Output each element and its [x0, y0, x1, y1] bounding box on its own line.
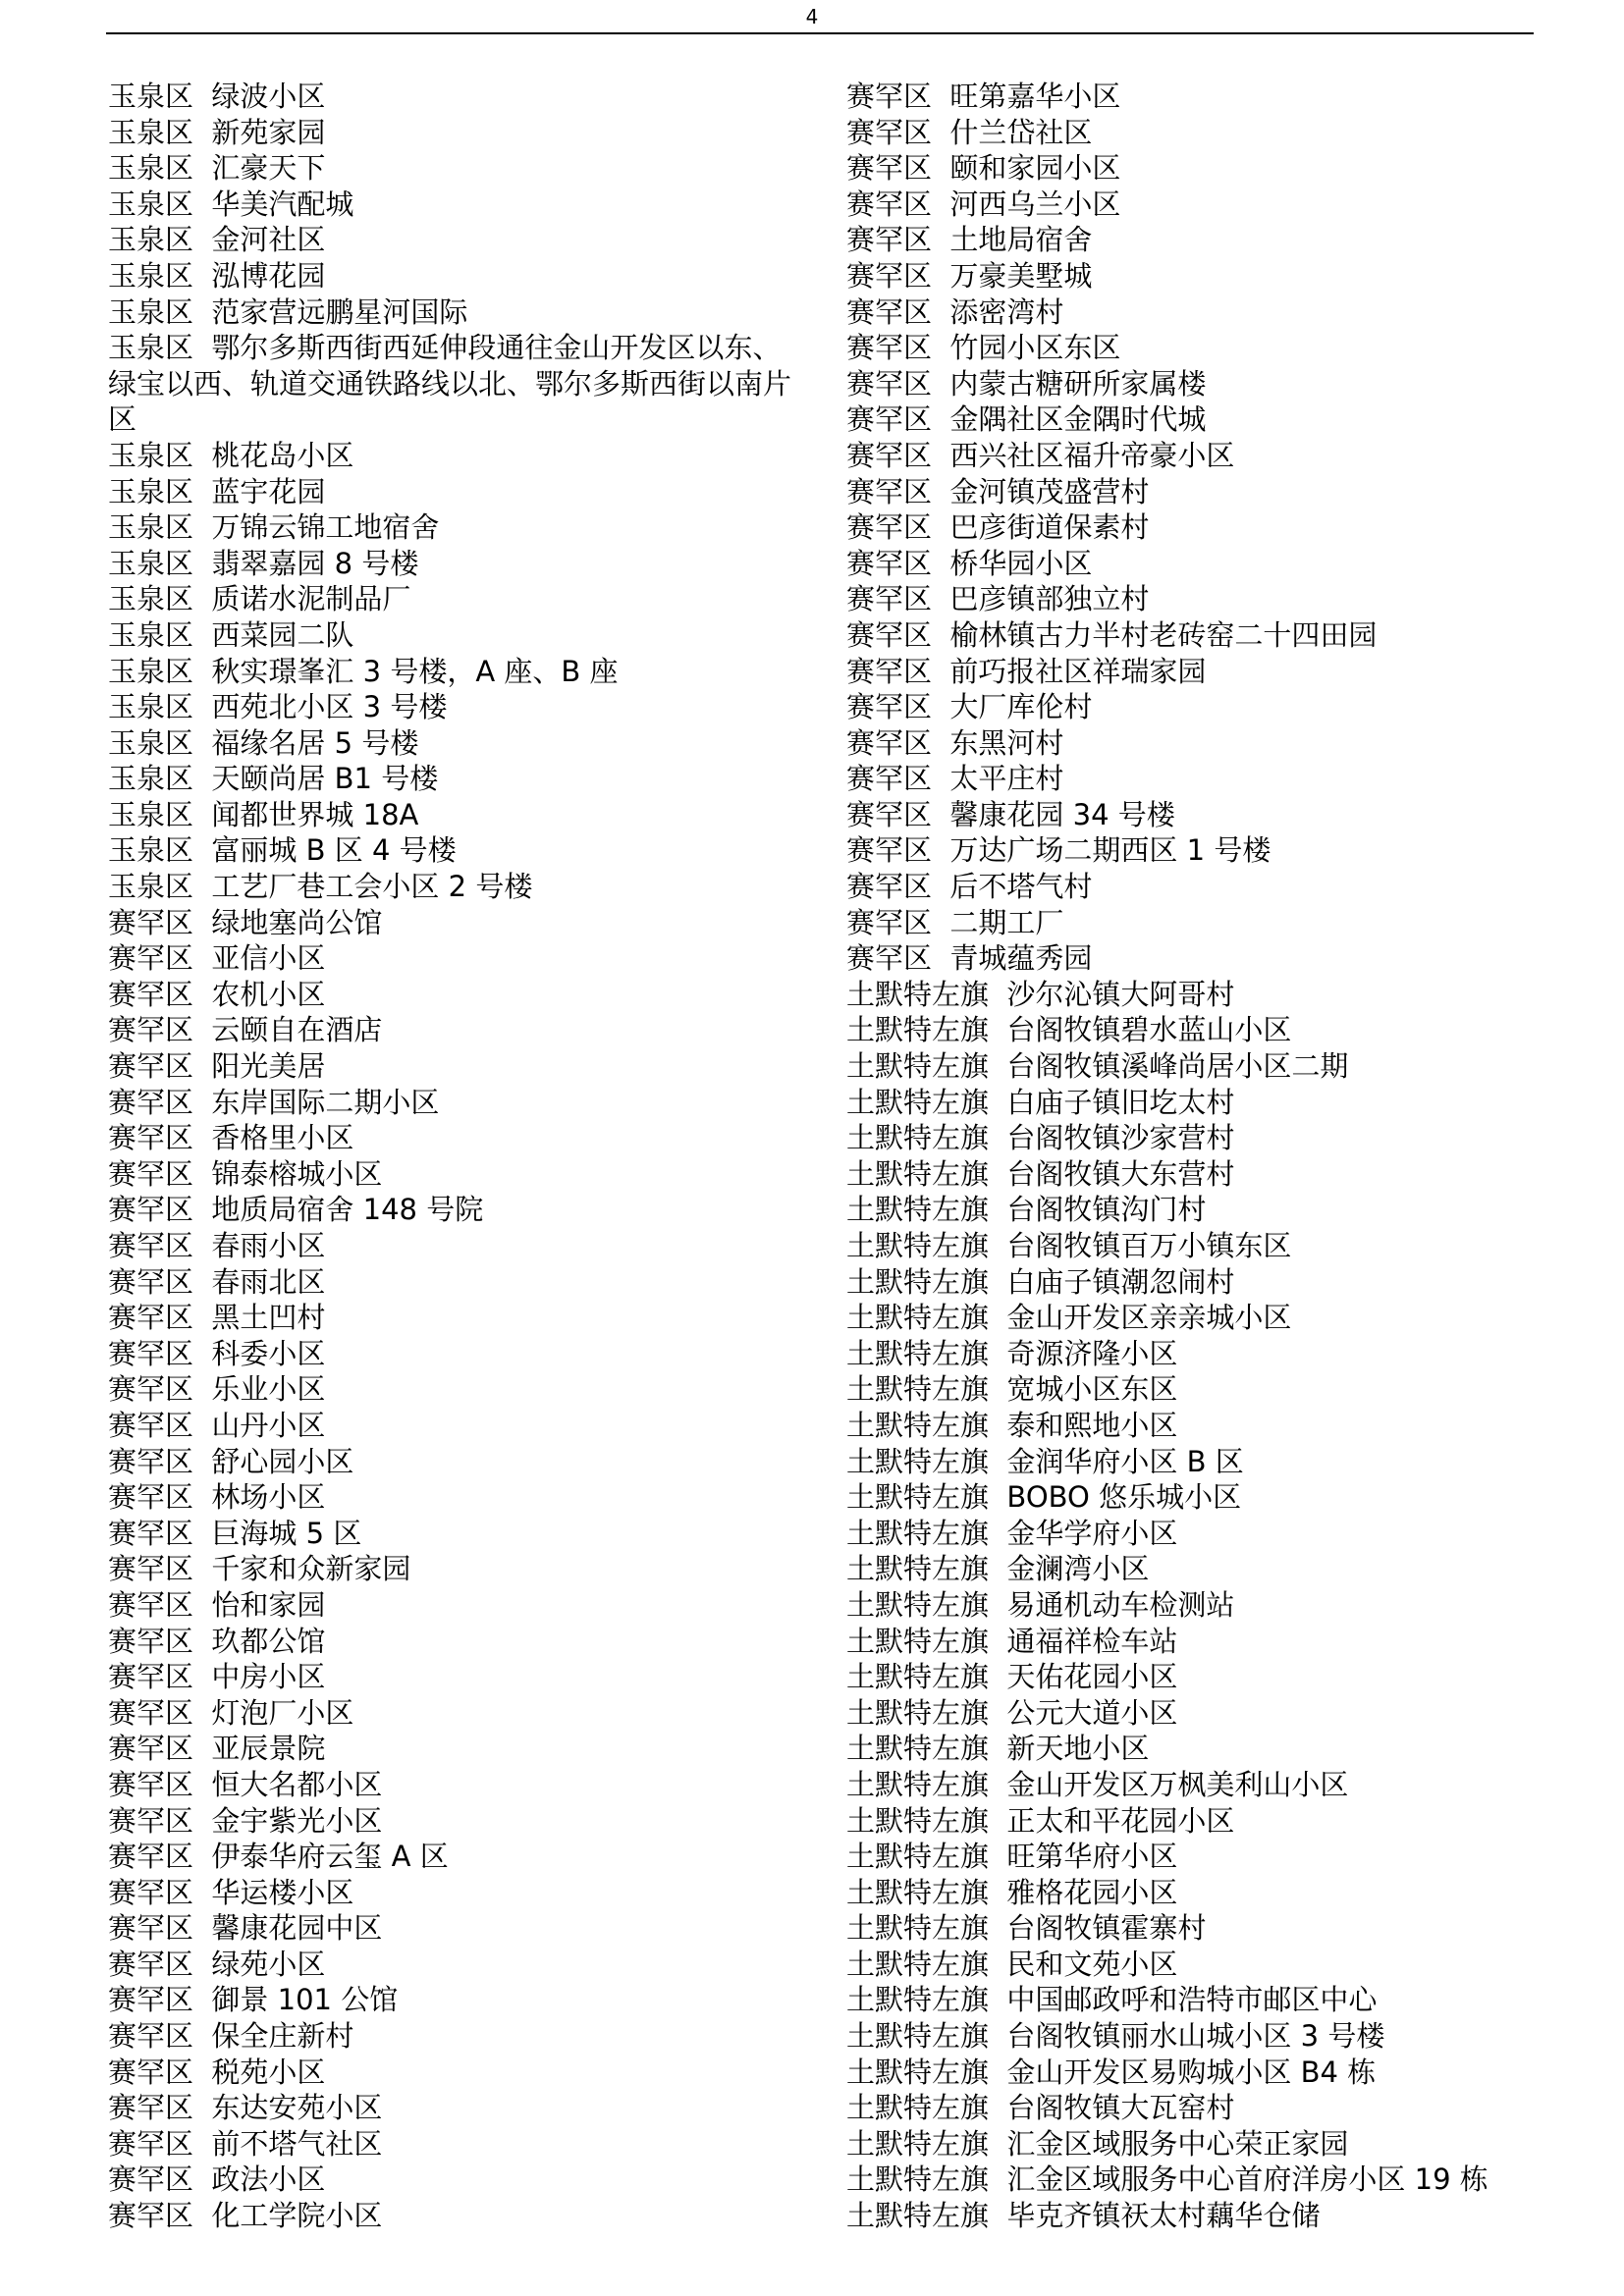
list-item: 赛罕区 金隅社区金隅时代城	[846, 402, 1207, 437]
list-item: 赛罕区 添密湾村	[846, 294, 1064, 329]
list-item: 土默特左旗 金山开发区亲亲城小区	[846, 1301, 1292, 1335]
list-item: 土默特左旗 金澜湾小区	[846, 1552, 1150, 1586]
list-item: 赛罕区 金河镇茂盛营村	[846, 474, 1150, 508]
list-item: 土默特左旗 台阁牧镇大东营村	[846, 1156, 1235, 1191]
list-item: 赛罕区 千家和众新家园	[108, 1552, 411, 1586]
list-item: 赛罕区 青城蕴秀园	[846, 941, 1093, 976]
list-item: 赛罕区 黑土凹村	[108, 1301, 326, 1335]
list-item: 土默特左旗 奇源济隆小区	[846, 1336, 1178, 1370]
list-item: 玉泉区 汇豪天下	[108, 151, 326, 186]
list-item: 土默特左旗 雅格花园小区	[846, 1875, 1178, 1909]
list-item: 赛罕区 内蒙古糖研所家属楼	[846, 366, 1207, 400]
list-item: 土默特左旗 新天地小区	[846, 1732, 1150, 1766]
list-item: 赛罕区 土地局宿舍	[846, 223, 1093, 257]
list-item: 赛罕区 灯泡厂小区	[108, 1695, 354, 1730]
list-item: 赛罕区 锦泰榕城小区	[108, 1156, 383, 1191]
list-item: 赛罕区 云颐自在酒店	[108, 1013, 383, 1047]
list-item: 玉泉区 泓博花园	[108, 258, 326, 293]
list-item: 赛罕区 旺第嘉华小区	[846, 80, 1121, 113]
list-item: 赛罕区 绿地塞尚公馆	[108, 905, 383, 939]
list-item: 土默特左旗 台阁牧镇碧水蓝山小区	[846, 1013, 1292, 1047]
list-item: 土默特左旗 泰和熙地小区	[846, 1408, 1178, 1442]
list-item: 土默特左旗 BOBO 悠乐城小区	[846, 1480, 1242, 1515]
list-item: 赛罕区 颐和家园小区	[846, 151, 1121, 186]
list-item: 赛罕区 桥华园小区	[846, 546, 1093, 580]
list-item: 赛罕区 巨海城 5 区	[108, 1516, 362, 1550]
left-column-list	[108, 79, 795, 2234]
list-item: 赛罕区 香格里小区	[108, 1121, 354, 1155]
list-item: 赛罕区 春雨小区	[108, 1229, 326, 1262]
list-item: 赛罕区 政法小区	[108, 2163, 326, 2197]
list-item: 玉泉区 华美汽配城	[108, 187, 354, 221]
list-item: 赛罕区 东黑河村	[846, 725, 1064, 760]
list-item: 赛罕区 巴彦镇部独立村	[846, 582, 1150, 616]
list-item: 土默特左旗 汇金区域服务中心首府洋房小区 19 栋	[846, 2163, 1489, 2197]
list-item: 玉泉区 鄂尔多斯西街西延伸段通往金山开发区以东、绿宝以西、轨道交通铁路线以北、鄂尔多斯西街以南片区	[108, 331, 792, 437]
list-item: 赛罕区 太平庄村	[846, 762, 1064, 796]
list-item: 土默特左旗 金山开发区易购城小区 B4 栋	[846, 2055, 1377, 2089]
list-item: 土默特左旗 台阁牧镇溪峰尚居小区二期	[846, 1049, 1349, 1084]
list-item: 土默特左旗 通福祥检车站	[846, 1624, 1178, 1658]
list-item: 玉泉区 工艺厂巷工会小区 2 号楼	[108, 870, 533, 904]
list-item: 赛罕区 怡和家园	[108, 1587, 326, 1622]
list-item: 赛罕区 大厂库伦村	[846, 690, 1093, 724]
list-item: 玉泉区 闻都世界城 18A	[108, 797, 419, 831]
list-item: 赛罕区 二期工厂	[846, 905, 1064, 939]
list-item: 赛罕区 保全庄新村	[108, 2019, 354, 2054]
list-item: 玉泉区 范家营远鹏星河国际	[108, 294, 468, 329]
list-item: 赛罕区 御景 101 公馆	[108, 1983, 399, 2017]
list-item: 土默特左旗 金山开发区万枫美利山小区	[846, 1767, 1349, 1801]
list-item: 赛罕区 东岸国际二期小区	[108, 1085, 440, 1119]
list-item: 土默特左旗 白庙子镇旧圪太村	[846, 1085, 1235, 1119]
list-item: 土默特左旗 金润华府小区 B 区	[846, 1444, 1244, 1478]
list-item: 赛罕区 林场小区	[108, 1480, 326, 1515]
list-item: 土默特左旗 中国邮政呼和浩特市邮区中心	[846, 1983, 1378, 2017]
list-item: 赛罕区 恒大名都小区	[108, 1767, 383, 1801]
list-item: 赛罕区 馨康花园 34 号楼	[846, 797, 1175, 831]
list-item: 赛罕区 科委小区	[108, 1336, 326, 1370]
list-item: 赛罕区 化工学院小区	[108, 2199, 383, 2233]
list-item: 土默特左旗 沙尔沁镇大阿哥村	[846, 977, 1235, 1011]
list-item: 土默特左旗 台阁牧镇百万小镇东区	[846, 1229, 1292, 1262]
list-item: 赛罕区 山丹小区	[108, 1408, 326, 1442]
list-item: 土默特左旗 正太和平花园小区	[846, 1803, 1235, 1838]
list-item: 赛罕区 万达广场二期西区 1 号楼	[846, 833, 1272, 868]
list-item: 赛罕区 阳光美居	[108, 1049, 326, 1084]
list-item: 土默特左旗 宽城小区东区	[846, 1372, 1178, 1407]
list-item: 赛罕区 竹园小区东区	[846, 331, 1121, 365]
list-item: 土默特左旗 台阁牧镇沙家营村	[846, 1121, 1235, 1155]
list-item: 赛罕区 榆林镇古力半村老砖窑二十四田园	[846, 617, 1378, 652]
list-item: 玉泉区 万锦云锦工地宿舍	[108, 510, 440, 545]
list-item: 赛罕区 万豪美墅城	[846, 258, 1093, 293]
list-item: 赛罕区 税苑小区	[108, 2055, 326, 2089]
list-item: 土默特左旗 天佑花园小区	[846, 1660, 1178, 1694]
list-item: 赛罕区 巴彦街道保素村	[846, 510, 1150, 545]
list-item: 土默特左旗 公元大道小区	[846, 1695, 1178, 1730]
list-item: 赛罕区 伊泰华府云玺 A 区	[108, 1840, 449, 1874]
list-item: 玉泉区 秋实璟峯汇 3 号楼，A 座、B 座	[108, 654, 619, 688]
list-item: 赛罕区 玖都公馆	[108, 1624, 326, 1658]
list-item: 玉泉区 绿波小区	[108, 80, 326, 113]
header-divider	[106, 32, 1534, 34]
list-item: 土默特左旗 台阁牧镇大瓦窑村	[846, 2091, 1235, 2125]
list-item: 赛罕区 金宇紫光小区	[108, 1803, 383, 1838]
list-item: 玉泉区 新苑家园	[108, 115, 326, 149]
list-item: 赛罕区 农机小区	[108, 977, 326, 1011]
list-item: 土默特左旗 台阁牧镇沟门村	[846, 1193, 1207, 1227]
list-item: 玉泉区 质诺水泥制品厂	[108, 582, 411, 616]
list-item: 玉泉区 天颐尚居 B1 号楼	[108, 762, 439, 796]
list-item: 土默特左旗 台阁牧镇霍寨村	[846, 1911, 1207, 1946]
list-item: 赛罕区 后不塔气村	[846, 870, 1093, 904]
list-item: 土默特左旗 台阁牧镇丽水山城小区 3 号楼	[846, 2019, 1385, 2054]
list-item: 赛罕区 河西乌兰小区	[846, 187, 1121, 221]
list-item: 赛罕区 乐业小区	[108, 1372, 326, 1407]
list-item: 玉泉区 翡翠嘉园 8 号楼	[108, 546, 419, 580]
list-item: 玉泉区 福缘名居 5 号楼	[108, 725, 419, 760]
list-item: 玉泉区 蓝宇花园	[108, 474, 326, 508]
list-item: 土默特左旗 毕克齐镇祆太村藕华仓储	[846, 2199, 1321, 2233]
list-item: 赛罕区 什兰岱社区	[846, 115, 1093, 149]
list-item: 土默特左旗 易通机动车检测站	[846, 1587, 1235, 1622]
list-item: 赛罕区 前巧报社区祥瑞家园	[846, 654, 1207, 688]
list-item: 赛罕区 西兴社区福升帝豪小区	[846, 438, 1235, 472]
list-item: 赛罕区 地质局宿舍 148 号院	[108, 1193, 484, 1227]
list-item: 玉泉区 富丽城 B 区 4 号楼	[108, 833, 457, 868]
list-item: 赛罕区 馨康花园中区	[108, 1911, 383, 1946]
list-item: 土默特左旗 汇金区域服务中心荣正家园	[846, 2126, 1349, 2161]
list-item: 玉泉区 金河社区	[108, 223, 326, 257]
list-item: 土默特左旗 白庙子镇潮忽闹村	[846, 1264, 1235, 1299]
list-item: 赛罕区 春雨北区	[108, 1264, 326, 1299]
list-item: 赛罕区 前不塔气社区	[108, 2126, 383, 2161]
list-item: 赛罕区 中房小区	[108, 1660, 326, 1694]
list-item: 玉泉区 西苑北小区 3 号楼	[108, 690, 448, 724]
list-item: 玉泉区 桃花岛小区	[108, 438, 354, 472]
list-item: 土默特左旗 金华学府小区	[846, 1516, 1178, 1550]
list-item: 赛罕区 舒心园小区	[108, 1444, 354, 1478]
list-item: 赛罕区 亚信小区	[108, 941, 326, 976]
list-item: 土默特左旗 民和文苑小区	[846, 1947, 1178, 1981]
right-column-list	[846, 79, 1534, 2234]
list-item: 赛罕区 华运楼小区	[108, 1875, 354, 1909]
list-item: 玉泉区 西菜园二队	[108, 617, 354, 652]
list-item: 赛罕区 东达安苑小区	[108, 2091, 383, 2125]
list-item: 赛罕区 绿苑小区	[108, 1947, 326, 1981]
page-number: 4	[805, 5, 819, 28]
list-item: 赛罕区 亚辰景院	[108, 1732, 326, 1766]
list-item: 土默特左旗 旺第华府小区	[846, 1840, 1178, 1874]
